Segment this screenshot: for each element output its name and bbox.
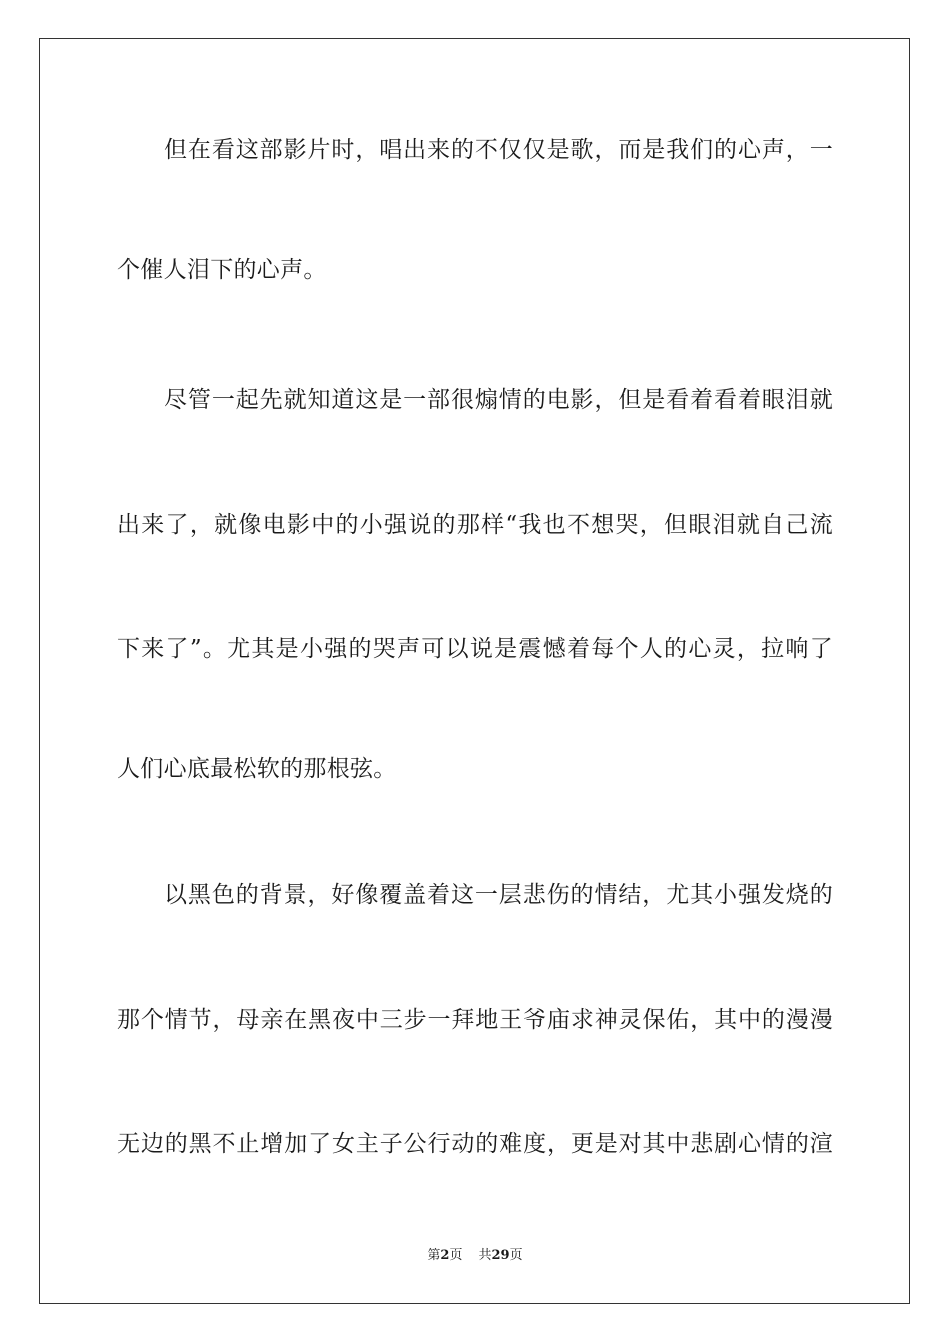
paragraph-line: 以黑色的背景，好像覆盖着这一层悲伤的情结，尤其小强发烧的 [164,882,833,908]
total-pages: 29 [491,1248,510,1263]
page-number: 2 [440,1248,450,1263]
page-prefix: 第 [427,1248,441,1263]
total-suffix: 页 [509,1248,523,1263]
paragraph-line: 无边的黑不止增加了女主子公行动的难度，更是对其中悲剧心情的渲 [117,1131,833,1157]
page-footer [0,1244,950,1263]
total-prefix: 共 [478,1248,492,1263]
paragraph-line: 尽管一起先就知道这是一部很煽情的电影，但是看着看着眼泪就 [164,387,833,413]
paragraph-line: 那个情节，母亲在黑夜中三步一拜地王爷庙求神灵保佑，其中的漫漫 [117,1007,833,1033]
page-suffix: 页 [449,1248,463,1263]
paragraph-line: 但在看这部影片时，唱出来的不仅仅是歌，而是我们的心声，一 [164,137,833,163]
paragraph-line: 出来了，就像电影中的小强说的那样“我也不想哭，但眼泪就自己流 [117,512,833,538]
paragraph-line: 下来了”。尤其是小强的哭声可以说是震憾着每个人的心灵，拉响了 [117,636,833,662]
paragraph-line: 个催人泪下的心声。 [117,257,327,283]
paragraph-line: 人们心底最松软的那根弦。 [117,756,397,782]
